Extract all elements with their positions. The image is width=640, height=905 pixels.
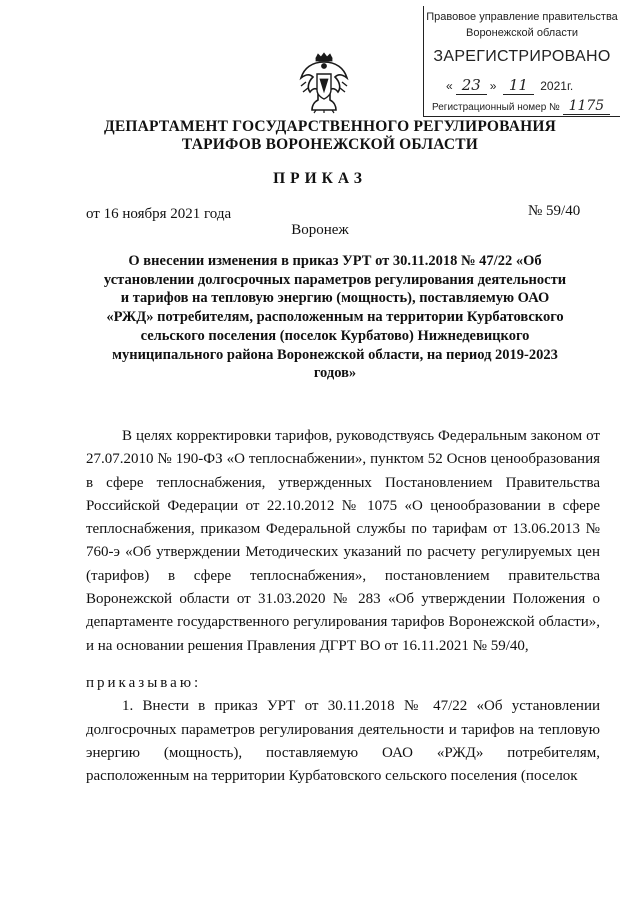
order-city: Воронеж [291, 222, 349, 238]
order-subject-heading: О внесении изменения в приказ УРТ от 30.11.2018 № 47/22 «Об установлении долгосрочных параметров регулирования деятельности и тарифов на тепловую энергию (мощность), поставляемую ОАО «РЖД» потребителям, расположенным на территории Курбатовского сельского поселения (поселок Курбатово) Нижнедевицкого муниципального района Воронежской области, на период 2019-2023 годов» [103, 253, 567, 382]
order-body [86, 425, 600, 788]
coat-of-arms-icon [298, 52, 350, 114]
order-directive: приказываю: [86, 674, 202, 691]
document-type-title: ПРИКАЗ [273, 170, 367, 187]
stamp-quote-close: » [489, 79, 497, 93]
stamp-year-prefix: 202 [540, 79, 561, 93]
order-item-1: 1. Внести в приказ УРТ от 30.11.2018 № 47/22 «Об установлении долгосрочных параметров регулирования деятельности и тарифов на тепловую энергию (мощность), поставляемую ОАО «РЖД» потребителям, расположенным на территории Курбатовского сельского поселения (поселок [86, 698, 600, 785]
department-name-line2: ТАРИФОВ ВОРОНЕЖСКОЙ ОБЛАСТИ [181, 136, 479, 153]
stamp-day: 23 [456, 76, 487, 95]
stamp-quote-open: « [446, 79, 453, 93]
stamp-authority-line2: Воронежской области [465, 27, 578, 39]
registration-stamp [423, 6, 620, 117]
order-number: № 59/40 [528, 203, 581, 219]
stamp-authority-line1: Правовое управление правительства [426, 11, 618, 23]
stamp-reg-label: Регистрационный номер № [432, 102, 560, 113]
stamp-date [446, 76, 573, 95]
stamp-year-suffix: 1г. [560, 79, 574, 93]
department-name-line1: ДЕПАРТАМЕНТ ГОСУДАРСТВЕННОГО РЕГУЛИРОВАНИЯ [103, 118, 557, 135]
order-date: от 16 ноября 2021 года [86, 206, 232, 222]
stamp-reg-number-line [432, 98, 610, 114]
stamp-registered-label: ЗАРЕГИСТРИРОВАНО [433, 48, 611, 65]
stamp-reg-number: 1175 [563, 98, 611, 115]
paragraph-gap [86, 658, 600, 672]
stamp-month: 11 [503, 76, 534, 95]
preamble-paragraph: В целях корректировки тарифов, руководствуясь Федеральным законом от 27.07.2010 № 190-ФЗ «О теплоснабжении», пунктом 52 Основ ценообразования в сфере теплоснабжения, утвержденных Постановлением Правительства Российской Федерации от 22.10.2012 № 1075 «О ценообразовании в сфере теплоснабжения, приказом Федеральной службы по тарифам от 13.06.2013 № 760-э «Об утверждении Методических указаний по расчету регулируемых цен (тарифов) в сфере теплоснабжения», постановлением правительства Воронежской области от 31.03.2020 № 283 «Об утверждении Положения о департаменте государственного регулирования тарифов Воронежской области», и на основании решения Правления ДГРТ ВО от 16.11.2021 № 59/40, [86, 428, 600, 654]
